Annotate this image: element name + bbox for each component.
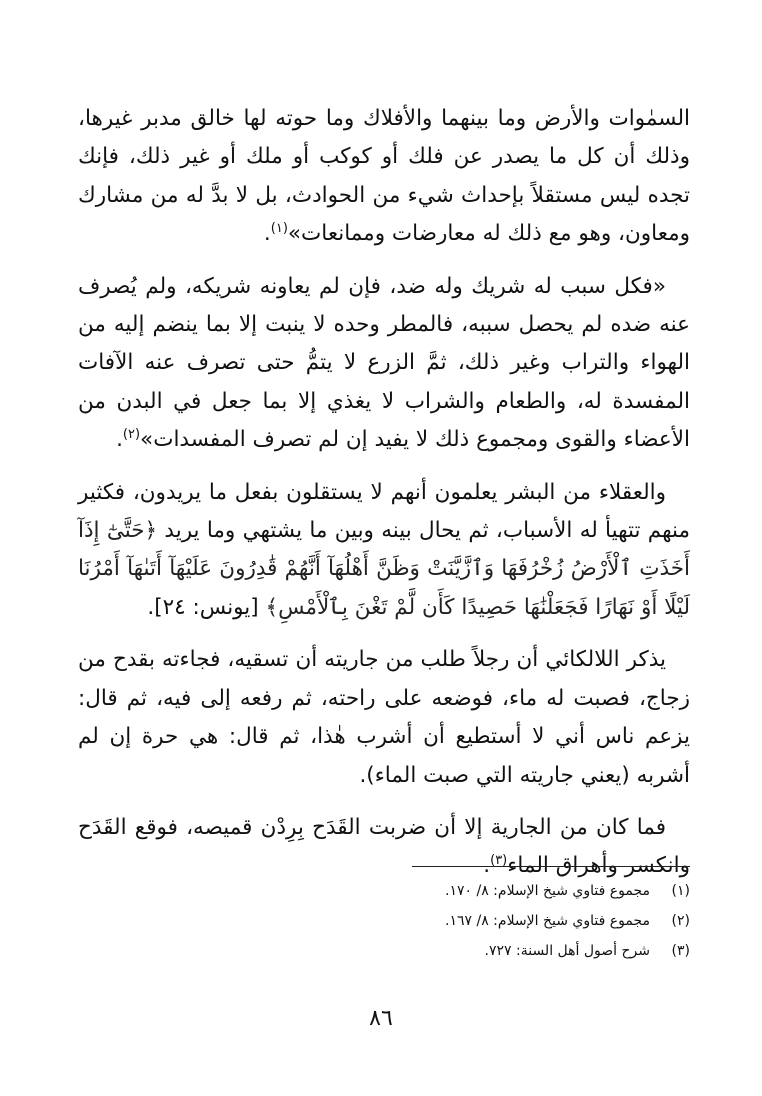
footnote-3 (360, 936, 690, 966)
footnote-2 (360, 906, 690, 936)
footnote-3-number: (٣) (671, 943, 690, 959)
footnotes (360, 876, 690, 966)
main-text (78, 100, 690, 900)
paragraph-2-text: «فكل سبب له شريك وله ضد، فإن لم يعاونه شريكه، ولم يُصرف عنه ضده لم يحصل سببه، فالمطر وحده لا ينبت إلا بما ينضم إليه من الهواء والتراب وغير ذلك، ثمَّ الزرع لا يتمُّ حتى تصرف عنه الآفات المفسدة له، والطعام والشراب لا يغذي إلا بما جعل في البدن من الأعضاء والقوى ومجموع ذلك لا يفيد إن لم تصرف المفسدات» (78, 273, 690, 453)
footnote-ref-3: (٣) (490, 853, 508, 869)
footnote-1-number: (١) (671, 883, 690, 899)
verse-citation: [يونس: ٢٤]. (147, 594, 259, 620)
paragraph-3 (78, 474, 690, 628)
footnote-1 (360, 876, 690, 906)
page-number: ٨٦ (369, 1006, 393, 1031)
footnote-divider (412, 866, 690, 867)
paragraph-1-text: السمٰوات والأرض وما بينهما والأفلاك وما حوته لها خالق مدبر غيرها، وذلك أن كل ما يصدر عن فلك أو كوكب أو ملك أو غير ذلك، فإنك تجده ليس مستقلاً بإحداث شيء من الحوادث، بل لا بدَّ له من مشارك ومعاون، وهو مع ذلك له معارضات وممانعات» (78, 106, 690, 247)
footnote-2-text: مجموع فتاوي شيخ الإسلام: ٨/ ١٦٧. (445, 913, 650, 929)
footnote-1-text: مجموع فتاوي شيخ الإسلام: ٨/ ١٧٠. (445, 883, 650, 899)
footnote-2-number: (٢) (671, 913, 690, 929)
paragraph-1-tail: . (263, 221, 271, 247)
paragraph-2 (78, 268, 690, 460)
footnote-ref-1: (١) (270, 221, 288, 237)
quran-verse: ﴿حَتَّىٰٓ إِذَآ أَخَذَتِ ٱلْأَرْضُ زُخْرُفَهَا وَٱزَّيَّنَتْ وَظَنَّ أَهْلُهَآ أَنَّهُمْ قَٰدِرُونَ عَلَيْهَآ أَتَىٰهَآ أَمْرُنَا لَيْلًا أَوْ نَهَارًا فَجَعَلْنَٰهَا حَصِيدًا كَأَن لَّمْ تَغْنَ بِٱلْأَمْسِ﴾ (78, 518, 690, 620)
paragraph-5-tail: . (483, 853, 491, 879)
paragraph-5 (78, 809, 690, 886)
paragraph-1 (78, 100, 690, 254)
footnote-ref-2: (٢) (122, 427, 141, 443)
paragraph-4 (78, 641, 690, 795)
paragraph-5-text: فما كان من الجارية إلا أن ضربت القَدَح بِرِدْن قميصه، فوقع القَدَح وانكسر وأهراق الماء (78, 814, 690, 879)
paragraph-2-tail: . (116, 427, 123, 453)
paragraph-3-text: والعقلاء من البشر يعلمون أنهم لا يستقلون بفعل ما يريدون، فكثير منهم تتهيأ له الأسباب، ثم يحال بينه وبين ما يشتهي وما يريد (78, 479, 690, 544)
paragraph-4-text: يذكر اللالكائي أن رجلاً طلب من جاريته أن تسقيه، فجاءته بقدح من زجاج، فصبت له ماء، فوضعه على راحته، ثم رفعه إلى فيه، ثم قال: يزعم ناس أني لا أستطيع أن أشرب هٰذا، ثم قال: هي حرة إن لم أشربه (يعني جاريته التي صبت الماء). (78, 647, 690, 788)
footnote-3-text: شرح أصول أهل السنة: ٧٢٧. (484, 943, 650, 959)
